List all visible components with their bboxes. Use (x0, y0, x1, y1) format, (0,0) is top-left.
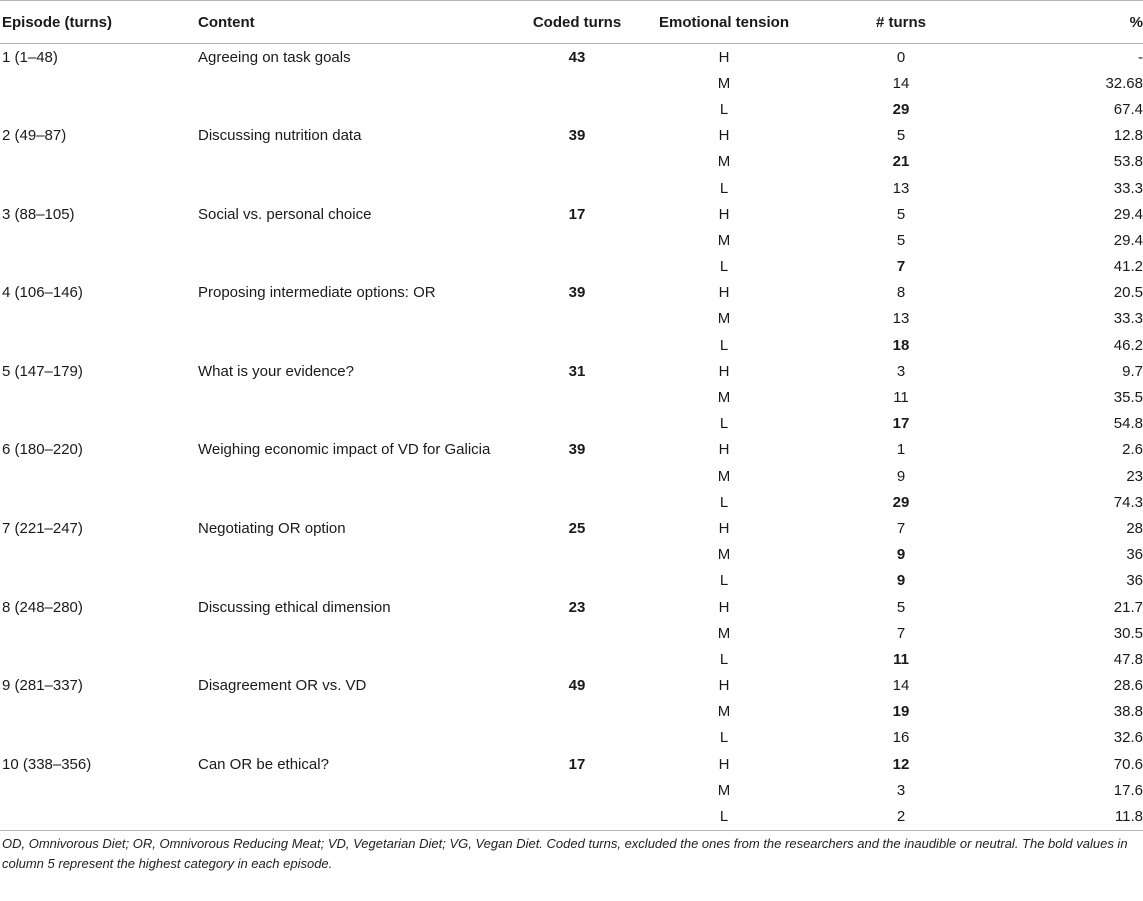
turns-cell: 19 (892, 703, 910, 721)
content-cell (198, 175, 518, 201)
header-percent: % (990, 1, 1143, 44)
content-cell (198, 620, 518, 646)
turns-cell: 14 (892, 74, 910, 92)
tension-cell: L (719, 493, 729, 511)
tension-cell: L (719, 729, 729, 747)
turns-cell: 29 (892, 100, 910, 118)
episode-cell (0, 777, 198, 803)
turns-cell: 13 (892, 179, 910, 197)
coded-turns-cell (518, 332, 636, 358)
percent-cell: 54.8 (1113, 415, 1143, 433)
turns-cell: 2 (812, 803, 990, 830)
coded-turns-cell: 23 (568, 598, 586, 616)
table-row (0, 306, 1143, 332)
coded-turns-cell: 25 (568, 519, 586, 537)
tension-cell: M (717, 389, 731, 407)
turns-cell: 12 (892, 755, 910, 773)
table-row (0, 646, 1143, 672)
percent-cell: 33.3 (1113, 179, 1143, 197)
coded-turns-cell (518, 384, 636, 410)
content-cell: What is your evidence? (198, 362, 354, 380)
percent-cell: 28.6 (1113, 677, 1143, 695)
percent-cell: 41.2 (1113, 258, 1143, 276)
episode-cell (0, 384, 198, 410)
table-row (0, 280, 1143, 306)
table-row (0, 673, 1143, 699)
content-cell: Agreeing on task goals (198, 48, 351, 66)
content-cell (198, 411, 518, 437)
table-row (0, 463, 1143, 489)
table-row (0, 777, 1143, 803)
turns-cell: 13 (892, 310, 910, 328)
table-row (0, 44, 1143, 71)
content-cell (198, 568, 518, 594)
tension-cell: L (719, 100, 729, 118)
episode-cell (0, 463, 198, 489)
episode-cell (0, 489, 198, 515)
percent-cell: 9.7 (1122, 362, 1143, 380)
content-cell: Discussing nutrition data (198, 127, 362, 145)
coded-turns-cell (518, 149, 636, 175)
percent-cell: 36 (1126, 572, 1143, 590)
tension-cell: H (718, 284, 730, 302)
coded-turns-cell: 17 (568, 205, 586, 223)
tension-cell: L (719, 258, 729, 276)
content-cell: Can OR be ethical? (198, 755, 329, 773)
content-cell (198, 306, 518, 332)
header-episode: Episode (turns) (0, 1, 198, 44)
episode-cell (0, 699, 198, 725)
percent-cell: 11.8 (990, 803, 1143, 830)
percent-cell: 74.3 (1113, 493, 1143, 511)
table-row (0, 358, 1143, 384)
turns-cell: 18 (892, 336, 910, 354)
table-row (0, 594, 1143, 620)
percent-cell: 67.4 (1113, 100, 1143, 118)
percent-cell: 23 (1126, 467, 1143, 485)
content-cell (198, 699, 518, 725)
percent-cell: 47.8 (1113, 650, 1143, 668)
tension-cell: L (719, 572, 729, 590)
turns-cell: 7 (896, 519, 906, 537)
percent-cell: 32.6 (1113, 729, 1143, 747)
tension-cell: L (719, 179, 729, 197)
turns-cell: 1 (896, 441, 906, 459)
content-cell (198, 463, 518, 489)
coded-turns-cell (518, 489, 636, 515)
table-footnote: OD, Omnivorous Diet; OR, Omnivorous Reducing Meat; VD, Vegetarian Diet; VG, Vegan Diet. Coded turns, excluded the ones from the researchers and the inaudible or neutral. The bold values in column 5 represent the highest category in each episode. (2, 836, 1128, 871)
table-row (0, 620, 1143, 646)
turns-cell: 3 (896, 781, 906, 799)
percent-cell: 33.3 (1113, 310, 1143, 328)
episode-cell: 2 (49–87) (2, 127, 67, 145)
percent-cell: 30.5 (1113, 624, 1143, 642)
turns-cell: 9 (896, 572, 906, 590)
episode-cell: 4 (106–146) (2, 284, 83, 302)
episode-cell (0, 542, 198, 568)
tension-cell: M (717, 546, 731, 564)
content-cell (198, 254, 518, 280)
turns-cell: 0 (896, 48, 906, 66)
content-cell (198, 227, 518, 253)
turns-cell: 5 (896, 205, 906, 223)
percent-cell: 17.6 (1113, 781, 1143, 799)
turns-cell: 5 (896, 127, 906, 145)
content-cell: Social vs. personal choice (198, 205, 372, 223)
table-row (0, 489, 1143, 515)
content-cell: Weighing economic impact of VD for Galicia (198, 441, 491, 459)
content-cell: Disagreement OR vs. VD (198, 677, 367, 695)
table-row (0, 437, 1143, 463)
turns-cell: 5 (896, 598, 906, 616)
tension-cell: H (718, 205, 730, 223)
coded-turns-cell: 31 (568, 362, 586, 380)
episode-cell: 3 (88–105) (2, 205, 75, 223)
turns-cell: 14 (892, 677, 910, 695)
tension-cell: H (718, 598, 730, 616)
coded-turns-cell (518, 620, 636, 646)
content-cell (198, 70, 518, 96)
header-emotional-tension: Emotional tension (636, 1, 812, 44)
tension-cell: H (718, 48, 730, 66)
content-cell (198, 725, 518, 751)
turns-cell: 11 (893, 650, 909, 668)
table-row (0, 751, 1143, 777)
coded-turns-cell (518, 568, 636, 594)
header-content: Content (198, 1, 518, 44)
content-cell (198, 149, 518, 175)
table-row (0, 227, 1143, 253)
coded-turns-cell (518, 175, 636, 201)
table-row (0, 70, 1143, 96)
percent-cell: 29.4 (1113, 231, 1143, 249)
tension-cell: H (718, 755, 730, 773)
table-row (0, 411, 1143, 437)
turns-cell: 17 (892, 415, 910, 433)
tension-cell: M (717, 624, 731, 642)
table-header-row (0, 1, 1143, 44)
tension-cell: L (719, 650, 729, 668)
header-coded-turns: Coded turns (518, 1, 636, 44)
table-row (0, 332, 1143, 358)
episode-cell (0, 332, 198, 358)
episode-cell (0, 568, 198, 594)
episode-cell (0, 306, 198, 332)
turns-cell: 5 (896, 231, 906, 249)
episode-cell: 7 (221–247) (2, 519, 83, 537)
table-row (0, 568, 1143, 594)
percent-cell: 32.68 (1105, 74, 1143, 92)
table-row (0, 96, 1143, 122)
tension-cell: L (719, 415, 729, 433)
turns-cell: 7 (896, 258, 906, 276)
episode-cell (0, 149, 198, 175)
tension-cell: M (717, 231, 731, 249)
coded-turns-cell (518, 542, 636, 568)
episode-cell (0, 411, 198, 437)
table-row (0, 254, 1143, 280)
content-cell (198, 384, 518, 410)
table-row (0, 515, 1143, 541)
coded-turns-cell (518, 725, 636, 751)
percent-cell: 20.5 (1113, 284, 1143, 302)
turns-cell: 3 (896, 362, 906, 380)
coded-turns-cell (518, 646, 636, 672)
coded-turns-cell: 39 (568, 441, 586, 459)
table-row (0, 699, 1143, 725)
episode-cell (0, 725, 198, 751)
table-row (0, 175, 1143, 201)
coded-turns-cell (518, 803, 636, 830)
percent-cell: 28 (1126, 519, 1143, 537)
turns-cell: 9 (896, 467, 906, 485)
coded-turns-cell (518, 227, 636, 253)
percent-cell: 35.5 (1113, 389, 1143, 407)
coded-turns-cell (518, 306, 636, 332)
coded-turns-cell (518, 699, 636, 725)
table-row (0, 201, 1143, 227)
tension-cell: M (717, 781, 731, 799)
turns-cell: 21 (892, 153, 910, 171)
tension-cell: H (718, 441, 730, 459)
table-row (0, 123, 1143, 149)
content-cell (198, 489, 518, 515)
content-cell (198, 646, 518, 672)
coded-turns-cell: 43 (568, 48, 586, 66)
tension-cell: M (717, 703, 731, 721)
coded-turns-cell (518, 96, 636, 122)
turns-cell: 7 (896, 624, 906, 642)
table-row (0, 149, 1143, 175)
episode-cell: 5 (147–179) (2, 362, 83, 380)
percent-cell: 70.6 (1113, 755, 1143, 773)
tension-cell: M (717, 467, 731, 485)
percent-cell: 46.2 (1113, 336, 1143, 354)
turns-cell: 29 (892, 493, 910, 511)
turns-cell: 8 (896, 284, 906, 302)
tension-cell: L (636, 803, 812, 830)
content-cell: Discussing ethical dimension (198, 598, 391, 616)
episode-cell (0, 803, 198, 830)
coded-turns-cell (518, 254, 636, 280)
episode-cell: 6 (180–220) (2, 441, 83, 459)
episode-cell (0, 175, 198, 201)
tension-cell: H (718, 519, 730, 537)
header-num-turns: # turns (812, 1, 990, 44)
episode-cell (0, 646, 198, 672)
coded-turns-cell (518, 463, 636, 489)
tension-cell: H (718, 677, 730, 695)
tension-cell: H (718, 362, 730, 380)
percent-cell: - (1138, 48, 1143, 66)
episode-cell: 8 (248–280) (2, 598, 83, 616)
table-body (0, 44, 1143, 831)
percent-cell: 21.7 (1113, 598, 1143, 616)
episode-cell: 10 (338–356) (2, 755, 92, 773)
content-cell (198, 96, 518, 122)
content-cell (198, 803, 518, 830)
content-cell: Proposing intermediate options: OR (198, 284, 436, 302)
coded-turns-cell: 39 (568, 284, 586, 302)
table-row (0, 803, 1143, 830)
coded-turns-cell: 49 (568, 677, 586, 695)
percent-cell: 36 (1126, 546, 1143, 564)
coded-turns-cell (518, 411, 636, 437)
table-row (0, 725, 1143, 751)
coded-turns-cell: 39 (568, 127, 586, 145)
turns-cell: 9 (896, 546, 906, 564)
episode-cell (0, 70, 198, 96)
tension-cell: M (717, 310, 731, 328)
tension-cell: M (717, 74, 731, 92)
episode-cell: 1 (1–48) (2, 48, 58, 66)
coded-turns-cell (518, 777, 636, 803)
content-cell: Negotiating OR option (198, 519, 346, 537)
episode-cell (0, 227, 198, 253)
percent-cell: 12.8 (1113, 127, 1143, 145)
percent-cell: 2.6 (1122, 441, 1143, 459)
content-cell (198, 542, 518, 568)
coded-turns-cell (518, 70, 636, 96)
percent-cell: 53.8 (1113, 153, 1143, 171)
turns-cell: 11 (893, 389, 909, 407)
episode-cell (0, 254, 198, 280)
content-cell (198, 777, 518, 803)
percent-cell: 29.4 (1113, 205, 1143, 223)
episode-cell: 9 (281–337) (2, 677, 83, 695)
content-cell (198, 332, 518, 358)
percent-cell: 38.8 (1113, 703, 1143, 721)
coded-turns-cell: 17 (568, 755, 586, 773)
tension-cell: H (718, 127, 730, 145)
episode-cell (0, 96, 198, 122)
tension-cell: L (719, 336, 729, 354)
table-row (0, 542, 1143, 568)
tension-cell: M (717, 153, 731, 171)
turns-cell: 16 (892, 729, 910, 747)
table-row (0, 384, 1143, 410)
episode-cell (0, 620, 198, 646)
